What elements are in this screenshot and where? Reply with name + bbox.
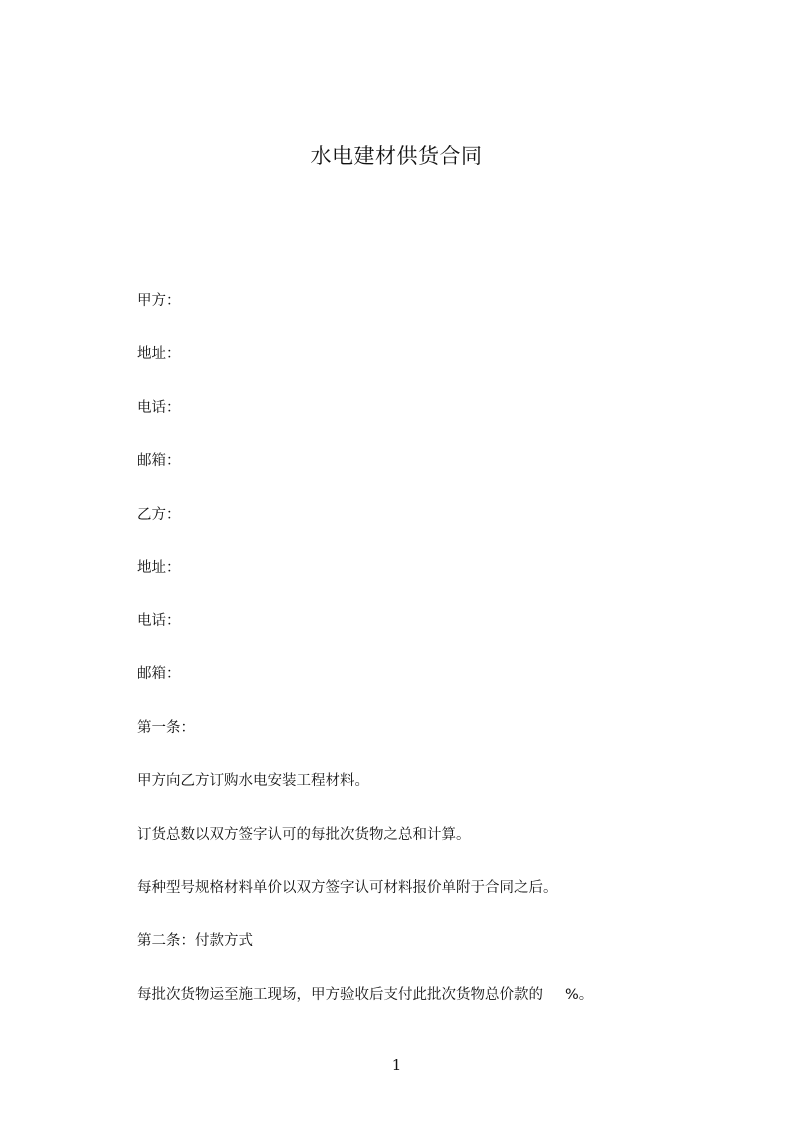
payment-text-before: 每批次货物运至施工现场，甲方验收后支付此批次货物总价款的 bbox=[137, 987, 543, 1003]
article-1-heading: 第一条： bbox=[137, 720, 195, 736]
party-b-address-label: 地址： bbox=[137, 560, 181, 576]
party-a-address-label: 地址： bbox=[137, 346, 181, 362]
document-title: 水电建材供货合同 bbox=[310, 144, 483, 168]
party-a-phone-label: 电话： bbox=[137, 400, 181, 416]
party-b-phone-label: 电话： bbox=[137, 613, 181, 629]
party-b-email-label: 邮箱： bbox=[137, 666, 181, 682]
article-2-heading: 第二条：付款方式 bbox=[137, 933, 253, 949]
article-1-paragraph: 订货总数以双方签字认可的每批次货物之总和计算。 bbox=[137, 827, 471, 843]
party-b-label: 乙方： bbox=[137, 507, 181, 523]
party-a-label: 甲方： bbox=[137, 293, 181, 309]
party-a-email-label: 邮箱： bbox=[137, 453, 181, 469]
article-1-paragraph: 甲方向乙方订购水电安装工程材料。 bbox=[137, 773, 369, 789]
article-2-payment-paragraph bbox=[137, 985, 593, 1005]
payment-text-after: %。 bbox=[565, 987, 594, 1003]
page-number: 1 bbox=[391, 1056, 402, 1074]
article-1-paragraph: 每种型号规格材料单价以双方签字认可材料报价单附于合同之后。 bbox=[137, 880, 558, 896]
